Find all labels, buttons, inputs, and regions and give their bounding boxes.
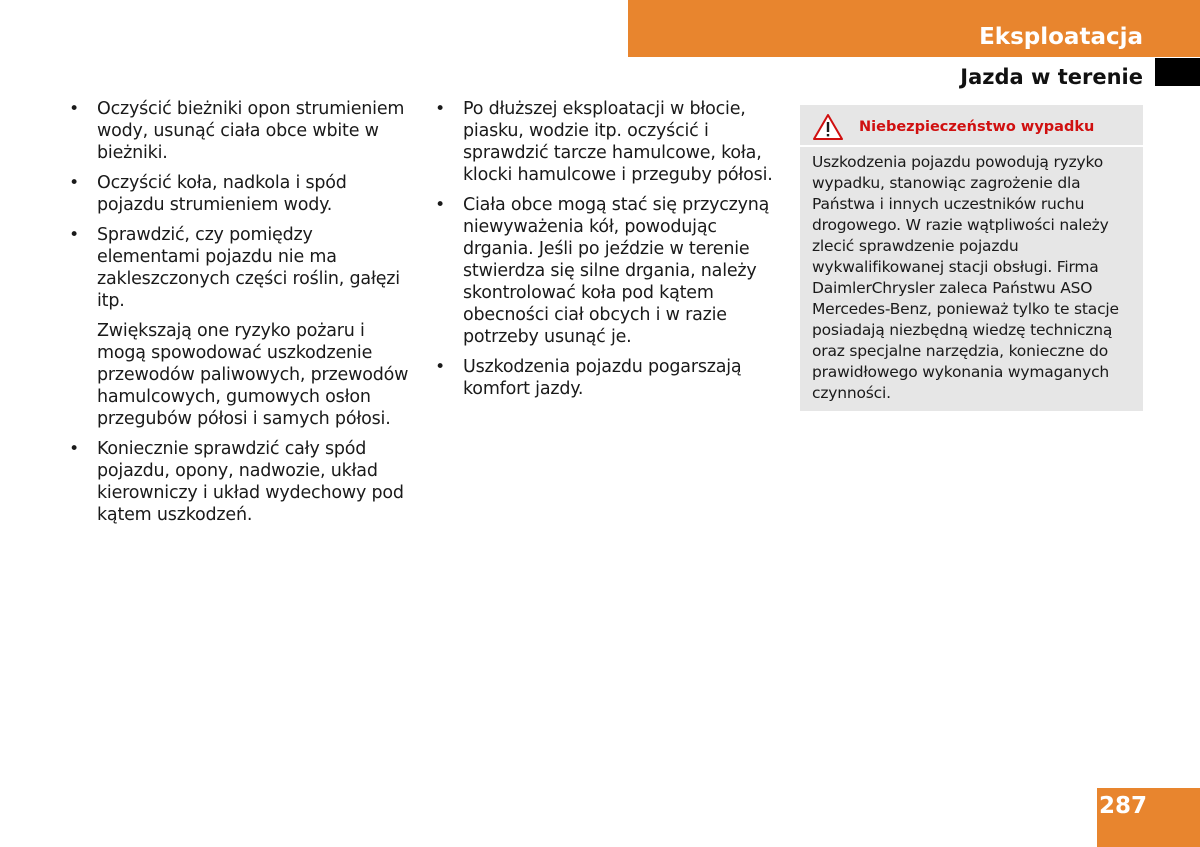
list-item-text: Sprawdzić, czy pomiędzy elementami pojazdu nie ma zakleszczonych części roślin, gałęzi itp. xyxy=(97,225,400,311)
list-item-text: Ciała obce mogą stać się przyczyną niewyważenia kół, powodując drgania. Jeśli po jeździe w terenie stwierdza się silne drgania, należy skontrolować koła pod kątem obecności ciał obcych i w razie potrzeby usunąć je. xyxy=(463,195,770,347)
list-item-text: Oczyścić koła, nadkola i spód pojazdu strumieniem wody. xyxy=(97,173,347,215)
bullet: • xyxy=(435,99,445,119)
list-item-text: Uszkodzenia pojazdu pogarszają komfort jazdy. xyxy=(463,357,742,399)
list-item xyxy=(68,438,418,526)
section-title: Eksploatacja xyxy=(979,24,1143,50)
list-item-text: Oczyścić bieżniki opon strumieniem wody, usunąć ciała obce wbite w bieżniki. xyxy=(97,99,405,163)
list-item xyxy=(434,194,784,348)
list-item xyxy=(68,224,418,312)
warning-box xyxy=(800,105,1143,411)
warning-triangle-icon xyxy=(812,113,844,141)
text-column-middle xyxy=(434,98,784,408)
subsection-title: Jazda w terenie xyxy=(960,65,1143,89)
list-item-text: Po dłuższej eksploatacji w błocie, piasku, wodzie itp. oczyścić i sprawdzić tarcze hamulcowe, koła, klocki hamulcowe i przeguby półosi. xyxy=(463,99,773,185)
bullet: • xyxy=(69,439,79,459)
chapter-marker-tab xyxy=(1155,58,1200,86)
text-column-left xyxy=(68,98,418,534)
list-item xyxy=(434,98,784,186)
bullet: • xyxy=(69,99,79,119)
bullet: • xyxy=(69,173,79,193)
list-item-note: Zwiększają one ryzyko pożaru i mogą spowodować uszkodzenie przewodów paliwowych, przewodów hamulcowych, gumowych osłon przegubów półosi i samych półosi. xyxy=(97,321,409,429)
list-item xyxy=(68,172,418,216)
list-item xyxy=(434,356,784,400)
list-item-text: Koniecznie sprawdzić cały spód pojazdu, opony, nadwozie, układ kierowniczy i układ wydechowy pod kątem uszkodzeń. xyxy=(97,439,404,525)
bullet: • xyxy=(69,225,79,245)
warning-text: Uszkodzenia pojazdu powodują ryzyko wypadku, stanowiąc zagrożenie dla Państwa i innych uczestników ruchu drogowego. W razie wątpliwości należy zlecić sprawdzenie pojazdu wykwalifikowanej stacji obsługi. Firma DaimlerChrysler zaleca Państwu ASO Mercedes-Benz, ponieważ tylko te stacje posiadają niezbędną wiedzę techniczną oraz specjalne narzędzia, konieczne do prawidłowego wykonania wymaganych czynności. xyxy=(812,153,1119,402)
warning-title: Niebezpieczeństwo wypadku xyxy=(859,119,1095,135)
page-number: 287 xyxy=(1099,793,1148,819)
bullet: • xyxy=(435,195,445,215)
page-number-tab xyxy=(1097,788,1200,847)
bullet: • xyxy=(435,357,445,377)
list-item xyxy=(68,98,418,164)
warning-header xyxy=(800,105,1143,147)
